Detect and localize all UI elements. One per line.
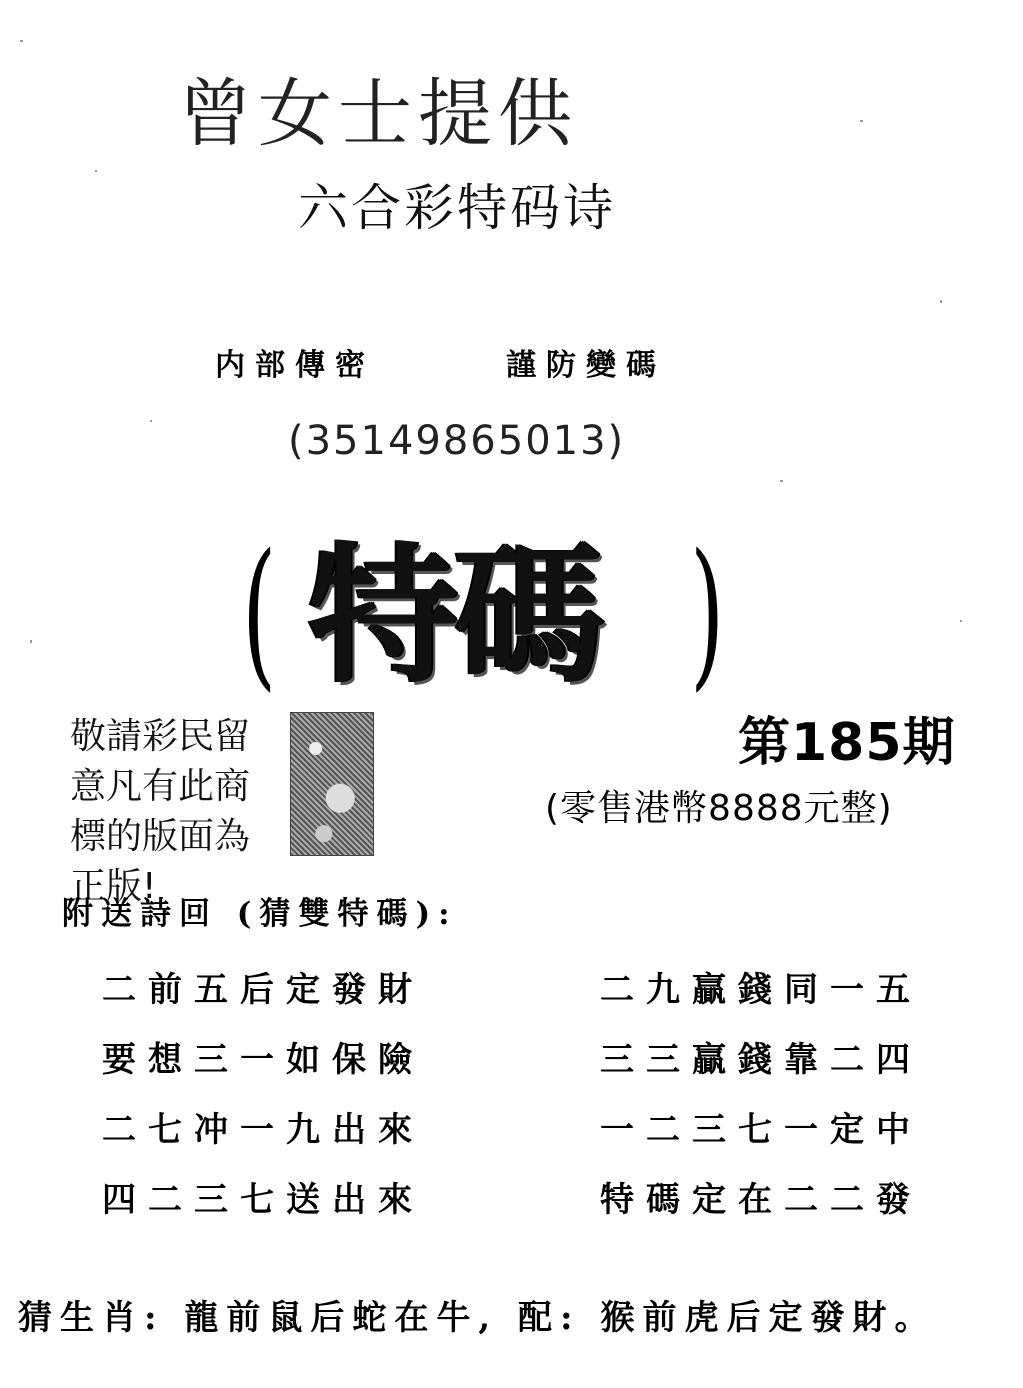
main-title: 特碼 (308, 528, 601, 704)
issue-number: 第185期 (738, 713, 956, 773)
couplet-left-4: 四二三七送出來 (102, 1180, 424, 1220)
couplet-left-2: 要想三一如保險 (102, 1040, 424, 1080)
attached-poem-heading: 附送詩回 (猜雙特碼): (62, 896, 458, 932)
couplet-right-2: 三三贏錢靠二四 (600, 1040, 922, 1080)
couplet-left-1: 二前五后定發財 (102, 970, 424, 1010)
zodiac-line: 猜生肖: 龍前鼠后蛇在牛, 配: 猴前虎后定發財。 (18, 1298, 937, 1338)
scan-speck (940, 300, 942, 303)
reference-code: (35149865013) (288, 418, 626, 464)
authenticity-note: 敬請彩民留意凡有此商標的版面為正版! (70, 716, 251, 907)
scan-speck (860, 120, 863, 122)
couplet-right-4: 特碼定在二二發 (600, 1180, 922, 1220)
close-paren: ) (690, 519, 725, 706)
open-paren: ( (242, 519, 277, 706)
trademark-image (290, 712, 374, 856)
scan-speck (95, 170, 97, 172)
main-title-block (228, 518, 728, 718)
couplet-right-3: 一二三七一定中 (600, 1110, 922, 1150)
poem-title: 六合彩特码诗 (298, 179, 616, 237)
notice-internal: 内部傳密 (215, 348, 375, 383)
provider-title: 曾女士提供 (178, 71, 578, 157)
scan-speck (960, 620, 962, 622)
scan-speck (30, 640, 32, 643)
notice-beware: 謹防變碼 (506, 348, 666, 383)
scan-speck (150, 420, 152, 422)
scan-speck (20, 40, 23, 42)
couplet-right-1: 二九贏錢同一五 (600, 970, 922, 1010)
retail-price: (零售港幣8888元整) (545, 788, 893, 829)
couplet-left-3: 二七冲一九出來 (102, 1110, 424, 1150)
scan-speck (780, 480, 783, 482)
